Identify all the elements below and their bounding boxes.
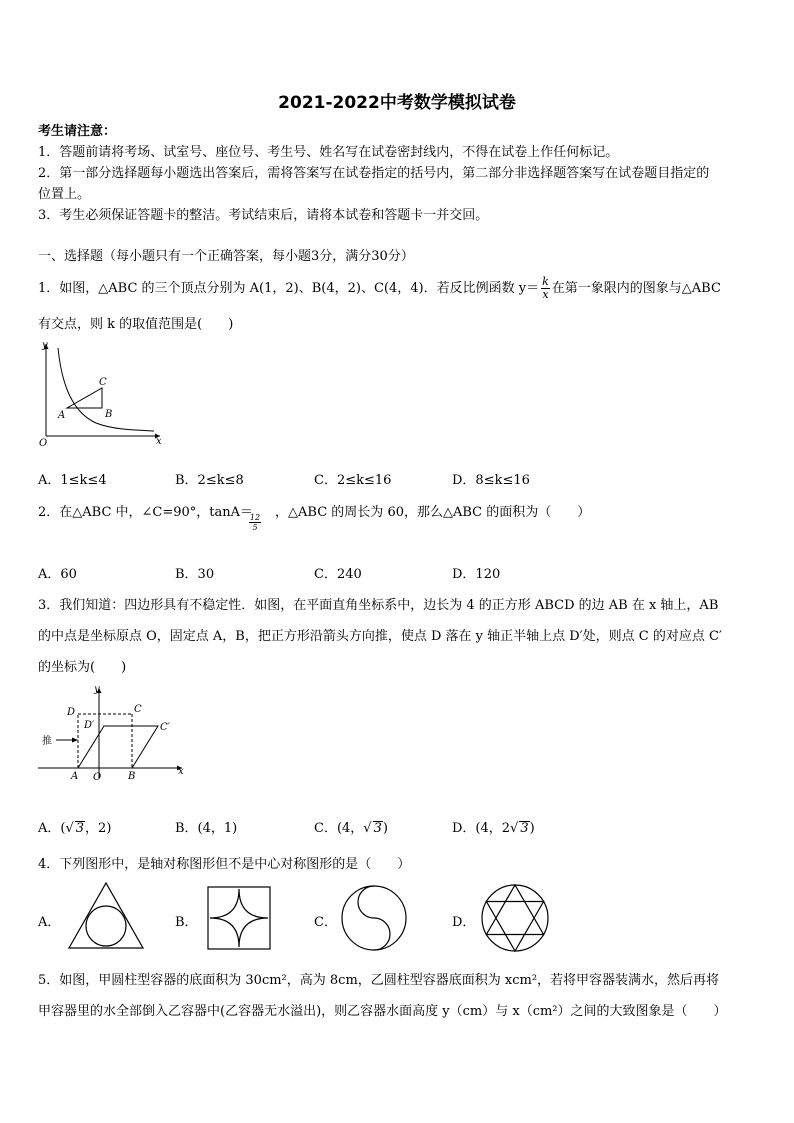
q3-option-c-pre: C．(4， [314,821,364,836]
q1-fig-b-label: B [105,409,113,420]
q1-figure [36,338,166,448]
q3-option-a-radicand: 3 [75,821,85,836]
q2-frac-den: 5 [252,523,258,532]
q1-fig-a-label: A [58,410,66,421]
q3-option-b[interactable]: B．(4，1) [175,821,238,836]
q4-option-a-figure[interactable] [66,880,146,952]
q1-fig-y-label: y [42,340,48,351]
q1-text-b: 在第一象限内的图象与△ABC [551,281,721,296]
q2-option-a[interactable]: A．60 [38,567,77,582]
q1-option-d[interactable]: D．8≤k≤16 [452,473,530,488]
q1-stem [38,276,721,301]
q5-stem-1: 5．如图，甲圆柱型容器的底面积为 30cm²，高为 8cm，乙圆柱型容器底面积为 xcm²，若将甲容器装满水，然后再将 [38,973,720,988]
q2-option-d[interactable]: D．120 [452,567,501,582]
q2-stem [38,501,590,520]
q3-figure [36,682,196,784]
q3-option-a[interactable] [38,817,111,836]
page-title: 2021-2022中考数学模拟试卷 [278,93,516,113]
q1-fig-x-label: x [156,436,162,447]
q3-stem-2: 的中点是坐标原点 O，固定点 A，B，把正方形沿箭头方向推，使点 D 落在 y 轴正半轴上点 D′处，则点 C 的对应点 C′ [38,629,722,644]
q3-option-c[interactable] [314,817,388,836]
sqrt-icon: √ 3 [65,821,85,836]
q3-fig-b-label: B [128,771,136,782]
q3-fig-c-label: C [134,704,142,715]
q2-option-c[interactable]: C．240 [314,567,362,582]
q1-frac-den: x [542,288,549,301]
notice-item-1: 1．答题前请将考场、试室号、座位号、考生号、姓名写在试卷密封线内，不得在试卷上作任何标记。 [38,145,619,160]
q3-fig-y-label: y [94,684,100,695]
q4-option-d-figure[interactable] [479,882,551,954]
q1-frac-num: k [542,275,549,288]
q3-option-a-pre: A．( [38,821,66,836]
q3-option-d[interactable] [452,817,535,836]
q1-option-b[interactable]: B．2≤k≤8 [175,473,244,488]
q4-option-c-label[interactable]: C． [314,915,337,930]
q3-option-d-radicand: 3 [520,821,529,836]
q1-fig-c-label: C [99,377,107,388]
q3-option-a-post: ，2) [85,821,112,836]
q4-option-a-label[interactable]: A． [38,915,61,930]
q2-frac-num: 12 [249,513,261,522]
q3-fig-o-label: O [93,772,102,783]
q3-stem-1: 3．我们知道：四边形具有不稳定性．如图，在平面直角坐标系中，边长为 4 的正方形 ABCD 的边 AB 在 x 轴上，AB [38,598,719,613]
sqrt-icon: √ 3 [363,821,382,836]
q3-option-d-pre: D．(4，2 [452,821,511,836]
q3-fig-a-label: A [71,771,79,782]
q1-stem-cont: 有交点，则 k 的取值范围是( ) [38,317,234,332]
q1-option-c[interactable]: C．2≤k≤16 [314,473,392,488]
q1-fraction [541,276,550,301]
q3-fig-x-label: x [178,766,184,777]
q4-option-b-figure[interactable] [206,885,272,951]
q4-option-b-label[interactable]: B． [175,915,198,930]
notice-item-2: 2．第一部分选择题每小题选出答案后，需将答案写在试卷指定的括号内，第二部分非选择题答案写在试卷题目指定的 [38,166,710,181]
q1-text-a: 1．如图，△ABC 的三个顶点分别为 A(1，2)、B(4，2)、C(4，4)．若反比例函数 y＝ [38,281,540,296]
q4-stem: 4．下列图形中，是轴对称图形但不是中心对称图形的是（ ） [38,857,411,872]
q2-option-b[interactable]: B．30 [175,567,215,582]
q3-fig-cprime-label: C′ [160,722,170,733]
notice-item-3: 3．考生必须保证答题卡的整洁。考试结束后，请将本试卷和答题卡一并交回。 [38,208,489,223]
q3-option-d-post: ) [529,821,535,836]
q2-fraction [249,513,261,532]
q2-text-b: ，△ABC 的周长为 60，那么△ABC 的面积为（ ） [275,505,591,520]
q3-fig-dprime-label: D′ [84,720,95,731]
q4-option-c-figure[interactable] [340,884,408,952]
q2-text-a: 2．在△ABC 中，∠C=90°，tanA＝ [38,505,254,520]
q4-option-d-label[interactable]: D． [452,915,476,930]
q1-option-a[interactable]: A．1≤k≤4 [38,473,107,488]
q3-option-c-radicand: 3 [373,821,382,836]
notice-heading: 考生请注意： [38,124,117,139]
q3-stem-3: 的坐标为( ) [38,660,127,675]
q3-fig-d-label: D [67,707,76,718]
q3-fig-push-label: 推 [42,736,52,747]
q3-option-c-post: ) [382,821,388,836]
q1-fig-o-label: O [39,438,48,448]
sqrt-icon: √ 3 [510,821,529,836]
q5-stem-2: 甲容器里的水全部倒入乙容器中(乙容器无水溢出)，则乙容器水面高度 y（cm）与 x（cm²）之间的大致图象是（ ） [38,1004,727,1019]
section-heading: 一、选择题（每小题只有一个正确答案，每小题3分，满分30分） [38,249,414,264]
notice-item-2-cont: 位置上。 [38,187,91,202]
